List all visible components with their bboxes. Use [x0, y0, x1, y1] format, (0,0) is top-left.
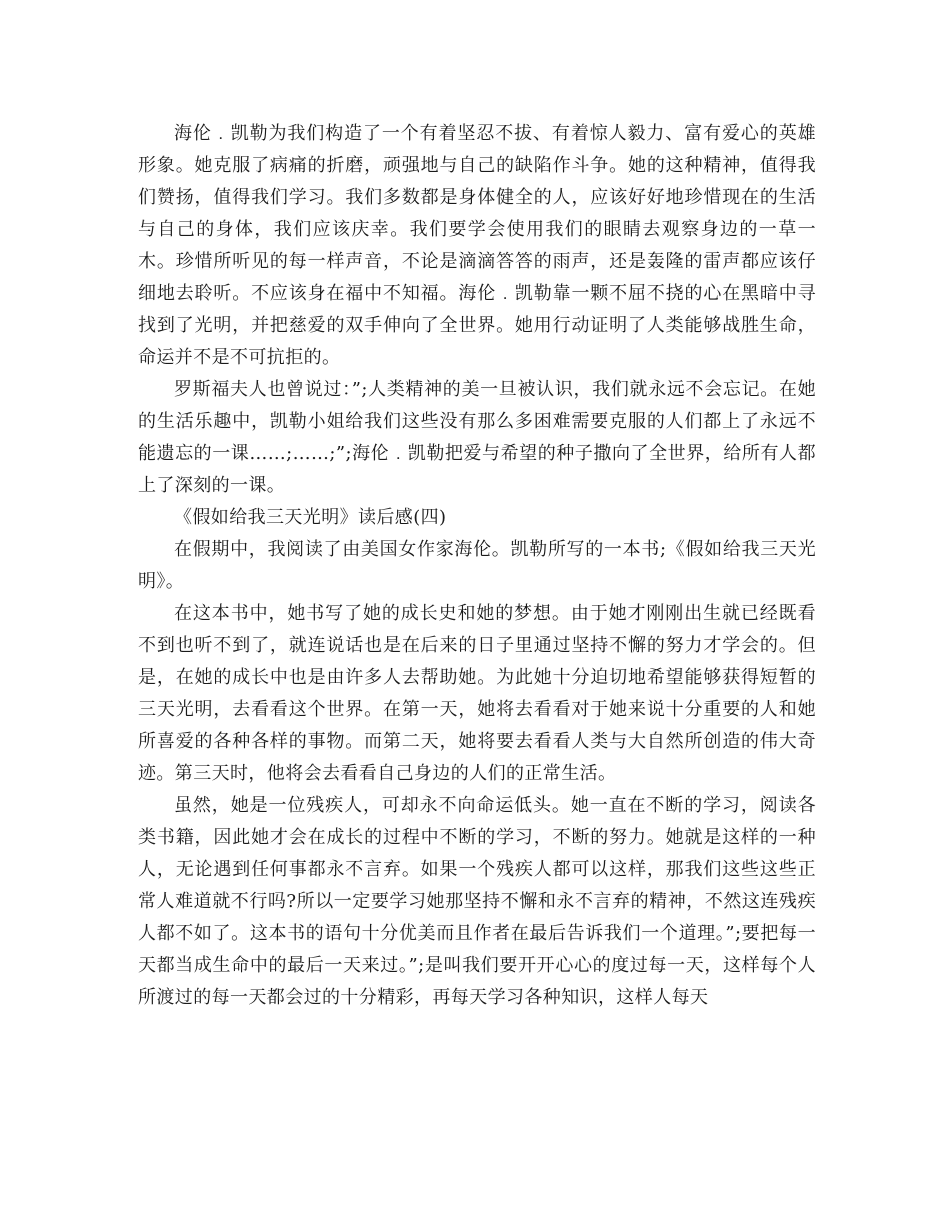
section-heading: 《假如给我三天光明》读后感(四) [174, 507, 447, 528]
paragraph: 罗斯福夫人也曾说过：”;人类精神的美一旦被认识，我们就永远不会忘记。在她的生活乐趣中，凯勒小姐给我们这些没有那么多困难需要克服的人们都上了永远不能遗忘的一课……;……;”;海伦﹒凯勒把爱与希望的种子撒向了全世界，给所有人都上了深刻的一课。 [138, 379, 816, 496]
paragraph: 海伦﹒凯勒为我们构造了一个有着坚忍不拔、有着惊人毅力、富有爱心的英雄形象。她克服了病痛的折磨，顽强地与自己的缺陷作斗争。她的这种精神，值得我们赞扬，值得我们学习。我们多数都是身体健全的人，应该好好地珍惜现在的生活与自己的身体，我们应该庆幸。我们要学会使用我们的眼睛去观察身边的一草一木。珍惜所听见的每一样声音，不论是滴滴答答的雨声，还是轰隆的雷声都应该仔细地去聆听。不应该身在福中不知福。海伦﹒凯勒靠一颗不屈不挠的心在黑暗中寻找到了光明，并把慈爱的双手伸向了全世界。她用行动证明了人类能够战胜生命，命运并不是不可抗拒的。 [138, 123, 816, 368]
paragraph: 在这本书中，她书写了她的成长史和她的梦想。由于她才刚刚出生就已经既看不到也听不到了，就连说话也是在后来的日子里通过坚持不懈的努力才学会的。但是，在她的成长中也是由许多人去帮助她。为此她十分迫切地希望能够获得短暂的三天光明，去看看这个世界。在第一天，她将去看看对于她来说十分重要的人和她所喜爱的各种各样的事物。而第二天，她将要去看看人类与大自然所创造的伟大奇迹。第三天时，他将会去看看自己身边的人们的正常生活。 [138, 603, 816, 784]
paragraph: 在假期中，我阅读了由美国女作家海伦。凯勒所写的一本书;《假如给我三天光明》。 [138, 539, 816, 592]
document-page [138, 118, 816, 1014]
paragraph: 虽然，她是一位残疾人，可却永不向命运低头。她一直在不断的学习，阅读各类书籍，因此她才会在成长的过程中不断的学习，不断的努力。她就是这样的一种人，无论遇到任何事都永不言弃。如果一个残疾人都可以这样，那我们这些这些正常人难道就不行吗?所以一定要学习她那坚持不懈和永不言弃的精神，不然这连残疾人都不如了。这本书的语句十分优美而且作者在最后告诉我们一个道理。”;要把每一天都当成生命中的最后一天来过。”;是叫我们要开开心心的度过每一天，这样每个人所渡过的每一天都会过的十分精彩，再每天学习各种知识，这样人每天 [138, 795, 816, 1008]
